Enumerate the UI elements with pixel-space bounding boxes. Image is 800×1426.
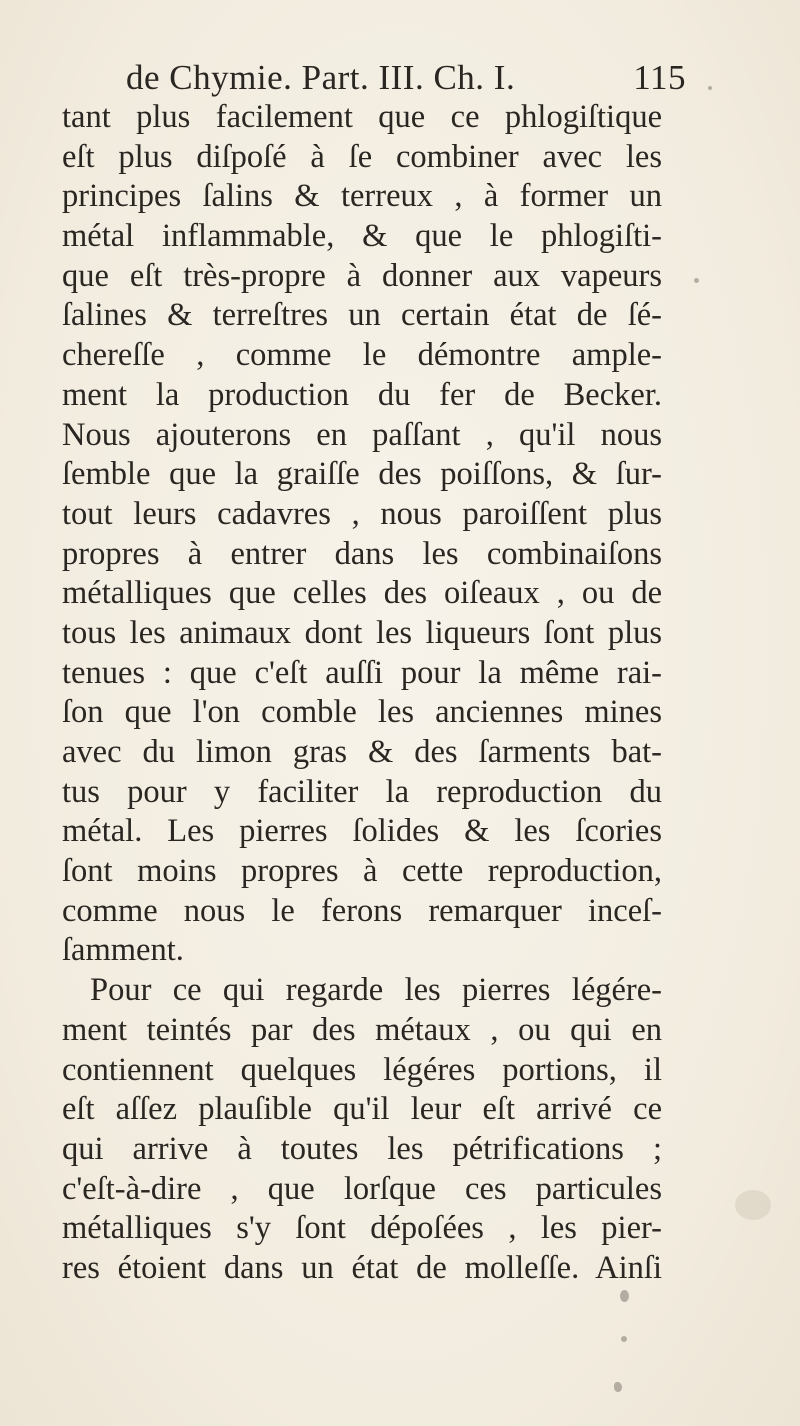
ink-spot [708, 86, 712, 90]
text-line: métalliques que celles des oiſeaux , ou de [62, 575, 662, 612]
text-line: métalliques s'y ſont dépoſées , les pier- [62, 1210, 662, 1247]
text-line: res étoient dans un état de molleſſe. Ainſi [62, 1249, 662, 1286]
text-line: métal. Les pierres ſolides & les ſcories [62, 813, 662, 850]
text-line: métal inflammable, & que le phlogiſti- [62, 218, 662, 255]
text-line: eſt plus diſpoſé à ſe combiner avec les [62, 138, 662, 175]
text-line: ſont moins propres à cette reproduction, [62, 853, 662, 890]
text-line: qui arrive à toutes les pétrifications ; [62, 1130, 662, 1167]
text-line: ſalines & terreſtres un certain état de ſé- [62, 297, 662, 334]
text-line: tout leurs cadavres , nous paroiſſent plus [62, 495, 662, 532]
text-line: tus pour y faciliter la reproduction du [62, 773, 662, 810]
text-line: Nous ajouterons en paſſant , qu'il nous [62, 416, 662, 453]
text-line: principes ſalins & terreux , à former un [62, 178, 662, 215]
text-line: ſamment. [62, 932, 184, 969]
text-line: eſt aſſez plauſible qu'il leur eſt arrivé ce [62, 1091, 662, 1128]
text-line: comme nous le ferons remarquer inceſ- [62, 892, 662, 929]
text-line: avec du limon gras & des ſarments bat- [62, 734, 662, 770]
paragraph-first-line: Pour ce qui regarde les pierres légére- [90, 972, 662, 1009]
page-number: 115 [633, 58, 686, 97]
ink-spot [620, 1290, 629, 1302]
text-line: tous les animaux dont les liqueurs ſont plus [62, 614, 662, 651]
text-line: tant plus facilement que ce phlogiſtique [62, 99, 662, 135]
text-line: ment la production du fer de Becker. [62, 376, 662, 413]
text-line: propres à entrer dans les combinaiſons [62, 535, 662, 572]
ink-spot [621, 1336, 627, 1342]
running-head [126, 58, 686, 102]
text-line: chereſſe , comme le démontre ample- [62, 337, 662, 374]
text-line: contiennent quelques légéres portions, il [62, 1051, 662, 1088]
body-text [62, 98, 662, 1289]
running-head-title: de Chymie. Part. III. Ch. I. [126, 58, 516, 97]
text-line: ment teintés par des métaux , ou qui en [62, 1011, 662, 1048]
text-line: ſemble que la graiſſe des poiſſons, & ſur- [62, 456, 662, 493]
text-line: ſon que l'on comble les anciennes mines [62, 694, 662, 731]
ink-spot [614, 1382, 622, 1392]
text-line: que eſt très-propre à donner aux vapeurs [62, 257, 662, 294]
text-line: tenues : que c'eſt auſſi pour la même rai- [62, 654, 662, 691]
paper-stain [735, 1190, 771, 1220]
ink-spot [694, 278, 699, 283]
text-line: c'eſt-à-dire , que lorſque ces particules [62, 1170, 662, 1207]
